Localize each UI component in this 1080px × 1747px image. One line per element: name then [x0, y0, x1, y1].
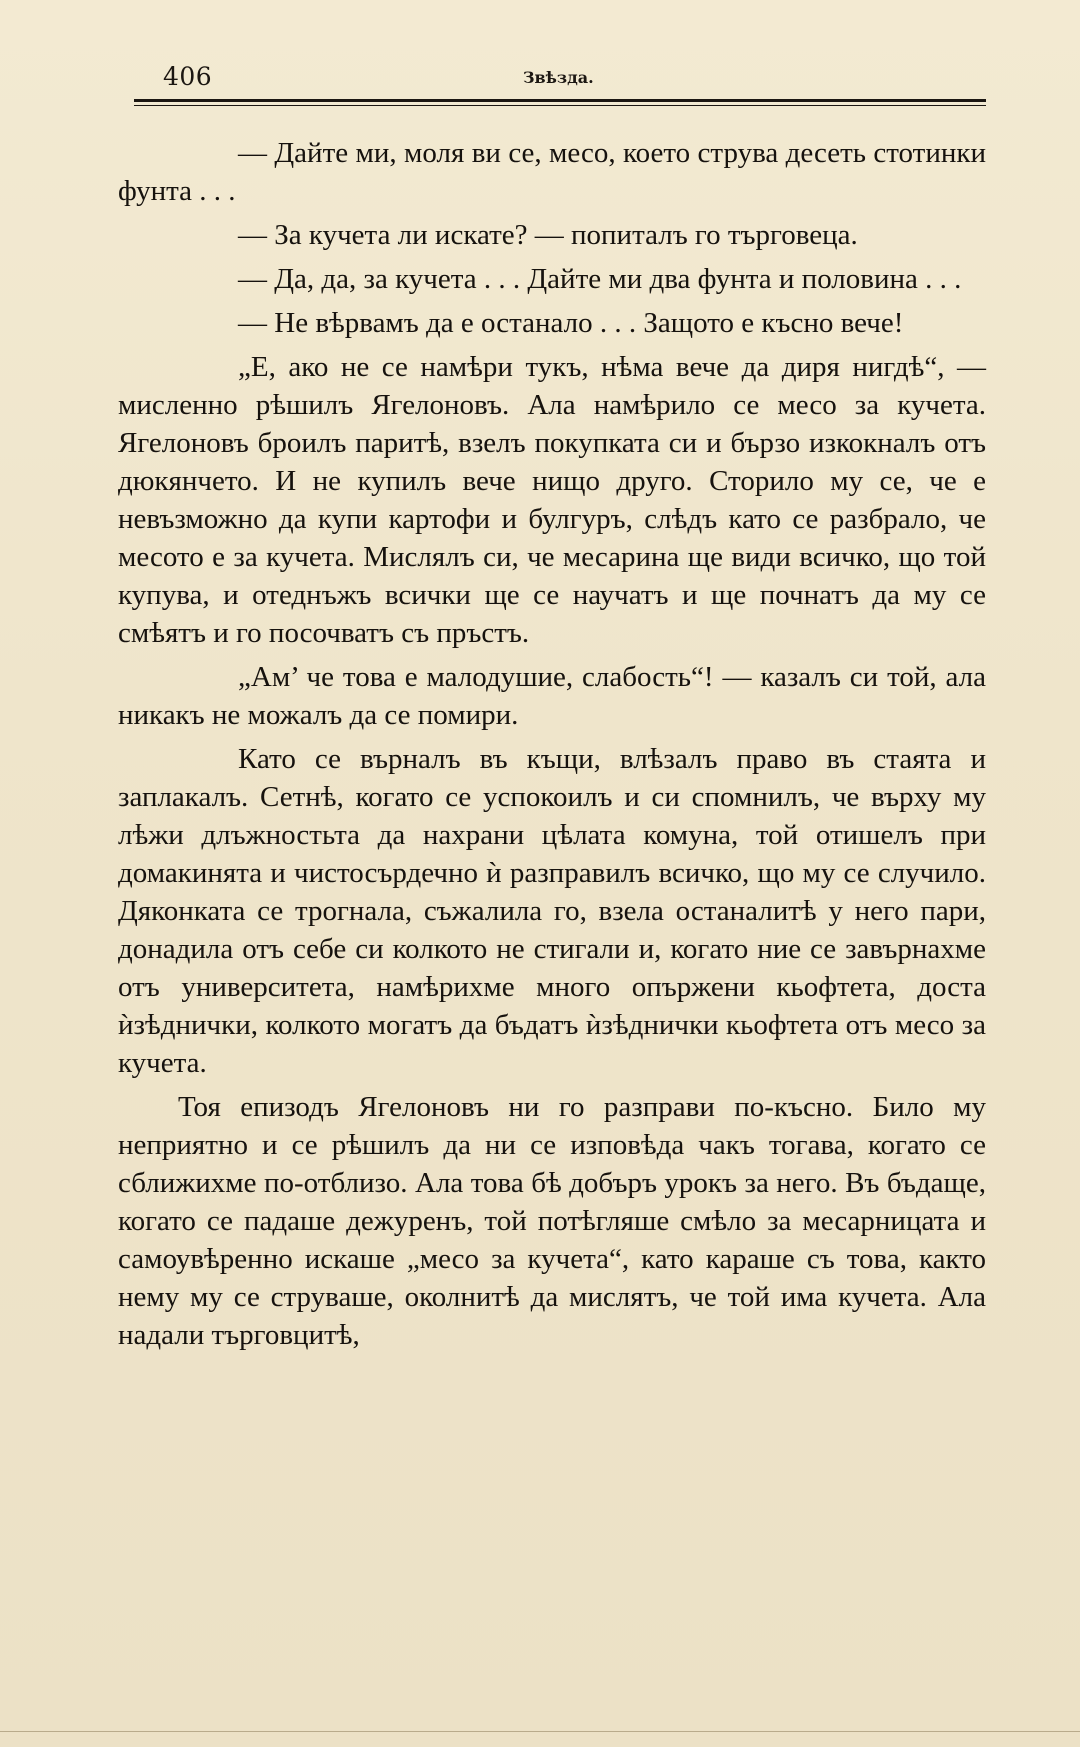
paragraph: — Не вѣрвамъ да е останало . . . Защото е късно вече! [238, 307, 904, 339]
paragraph: Като се върналъ въ къщи, влѣзалъ право въ стаята и заплакалъ. Сетнѣ, когато се успокоилъ и си спомнилъ, че върху му лѣжи длъжностьта да нахрани цѣлата комуна, той отишелъ при домакинята и чистосърдечно ѝ разправилъ всичко, що му се случило. Дяконката се трогнала, съжалила го, взела останалитѣ у него пари, донадила отъ себе си колкото не стигали и, когато ние се завърнахме отъ университета, намѣрихме много опържени кьофтета, доста ѝзѣднички, колкото могатъ да бъдатъ ѝзѣднички кьофтета отъ месо за кучета. [118, 743, 986, 1079]
page-number: 406 [163, 62, 213, 91]
page-header [163, 62, 985, 96]
paragraph: — За кучета ли искате? — попиталъ го търговеца. [238, 219, 858, 251]
running-title: Звѣзда. [523, 68, 594, 87]
paragraph: — Да, да, за кучета . . . Дайте ми два фунта и половина . . . [238, 263, 962, 295]
header-rule-thin [134, 105, 986, 106]
paragraph: Тоя епизодъ Ягелоновъ ни го разправи по-късно. Било му неприятно и се рѣшилъ да ни се изповѣда чакъ тогава, когато се сближихме по-отблизо. Ала това бѣ добъръ урокъ за него. Въ бъдаще, когато се падаше дежуренъ, той потѣгляше смѣло за месарницата и самоувѣренно искаше „месо за кучета“, като караше съ това, както нему му се струваше, околнитѣ да мислятъ, че той има кучета. Ала надали търговцитѣ, [118, 1091, 986, 1351]
body-text [118, 134, 986, 1360]
header-rule-thick [134, 99, 986, 102]
paragraph: — Дайте ми, моля ви се, месо, което струва десеть стотинки фунта . . . [118, 137, 986, 207]
paragraph: „Е, ако не се намѣри тукъ, нѣма вече да диря нигдѣ“, — мисленно рѣшилъ Ягелоновъ. Ала намѣрило се месо за кучета. Ягелоновъ броилъ паритѣ, взелъ покупката си и бързо изкокналъ отъ дюкянчето. И не купилъ вече нищо друго. Сторило му се, че е невъзможно да купи картофи и булгуръ, слѣдъ като се разбрало, че месото е за кучета. Мислялъ си, че месарина ще види всичко, що той купува, и отеднъжъ всички ще се научатъ и ще почнатъ да му се смѣятъ и го посочватъ съ пръстъ. [118, 351, 986, 649]
page-bottom-edge [0, 1731, 1080, 1732]
paragraph: „Ам’ че това е малодушие, слабость“! — казалъ си той, ала никакъ не можалъ да се помири. [118, 661, 986, 731]
